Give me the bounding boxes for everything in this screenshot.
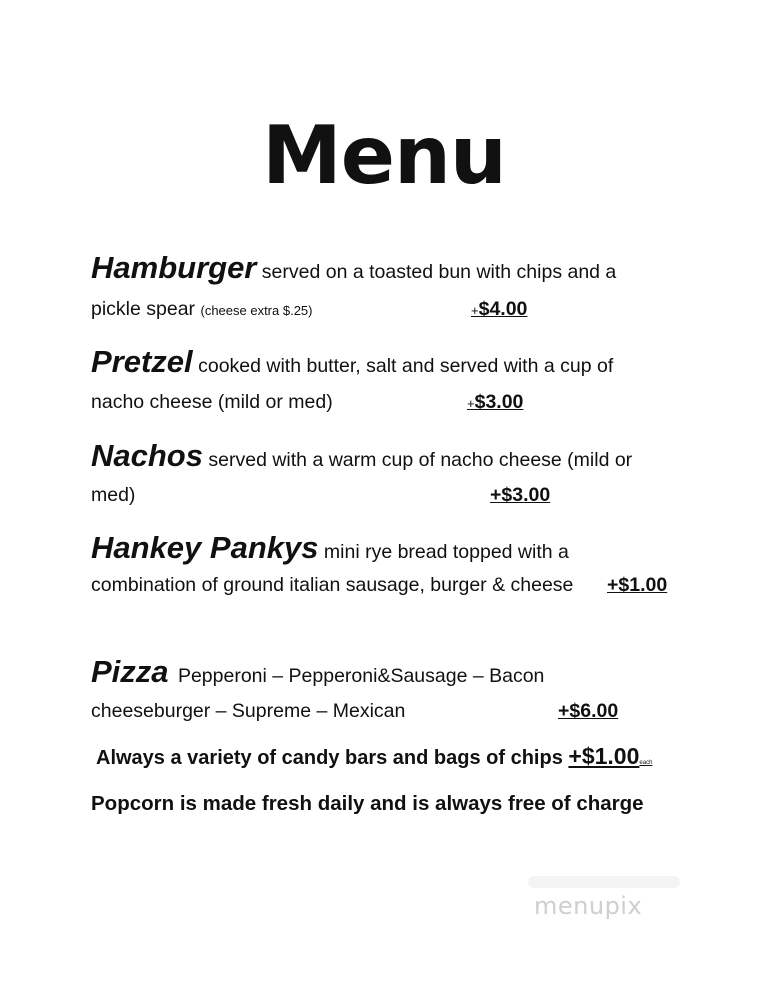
- candy-line: [96, 742, 652, 777]
- item-price-pizza: +$6.00: [558, 700, 619, 722]
- item-description: Pepperoni – Pepperoni&Sausage – Bacon: [177, 665, 545, 687]
- item-description-cont: nacho cheese (mild or med): [91, 391, 333, 413]
- item-description: served with a warm cup of nacho cheese (mild or: [208, 449, 633, 471]
- price-prefix: +: [471, 303, 479, 318]
- item-description-cont: pickle spear: [91, 298, 196, 320]
- menu-item-pretzel: [91, 344, 613, 380]
- item-price-nachos: +$3.00: [490, 484, 551, 506]
- item-note: (cheese extra $.25): [200, 303, 313, 318]
- item-description-cont: med): [91, 484, 136, 506]
- candy-text: Always a variety of candy bars and bags of chips: [96, 747, 563, 769]
- candy-unit: each: [639, 760, 653, 766]
- menu-item-nachos: [91, 438, 632, 474]
- menu-item-pretzel-line2: [91, 389, 333, 415]
- item-description: served on a toasted bun with chips and a: [261, 261, 617, 283]
- candy-price: +$1.00: [568, 743, 640, 769]
- item-price-pretzel: [467, 389, 523, 417]
- watermark-logo: menupix: [534, 892, 643, 920]
- item-price-hamburger: [471, 296, 527, 324]
- item-description-cont: combination of ground italian sausage, burger & cheese: [91, 574, 574, 596]
- item-name: Hamburger: [91, 250, 257, 285]
- popcorn-line: Popcorn is made fresh daily and is always free of charge: [91, 792, 644, 815]
- item-price-hankey-pankys: +$1.00: [607, 574, 668, 596]
- menu-item-pizza-line2: [91, 698, 405, 724]
- item-description-cont: cheeseburger – Supreme – Mexican: [91, 700, 406, 722]
- item-name: Pizza: [91, 654, 169, 689]
- menu-item-hankey-pankys: [91, 530, 569, 566]
- menu-item-pizza: [91, 654, 544, 690]
- watermark-smudge: [528, 876, 680, 888]
- menu-item-hankey-pankys-line2: [91, 572, 573, 598]
- price-value: $3.00: [474, 391, 524, 413]
- menu-item-hamburger: [91, 250, 616, 286]
- item-name: Nachos: [91, 438, 203, 473]
- item-description: cooked with butter, salt and served with a cup of: [198, 355, 614, 377]
- item-description: mini rye bread topped with a: [323, 541, 569, 563]
- item-name: Pretzel: [91, 344, 193, 379]
- item-name: Hankey Pankys: [91, 530, 319, 565]
- price-prefix: +: [467, 396, 475, 411]
- menu-item-hamburger-line2: [91, 296, 313, 324]
- page-title: Menu: [262, 109, 506, 202]
- menu-item-nachos-line2: [91, 482, 135, 508]
- price-value: $4.00: [478, 298, 528, 320]
